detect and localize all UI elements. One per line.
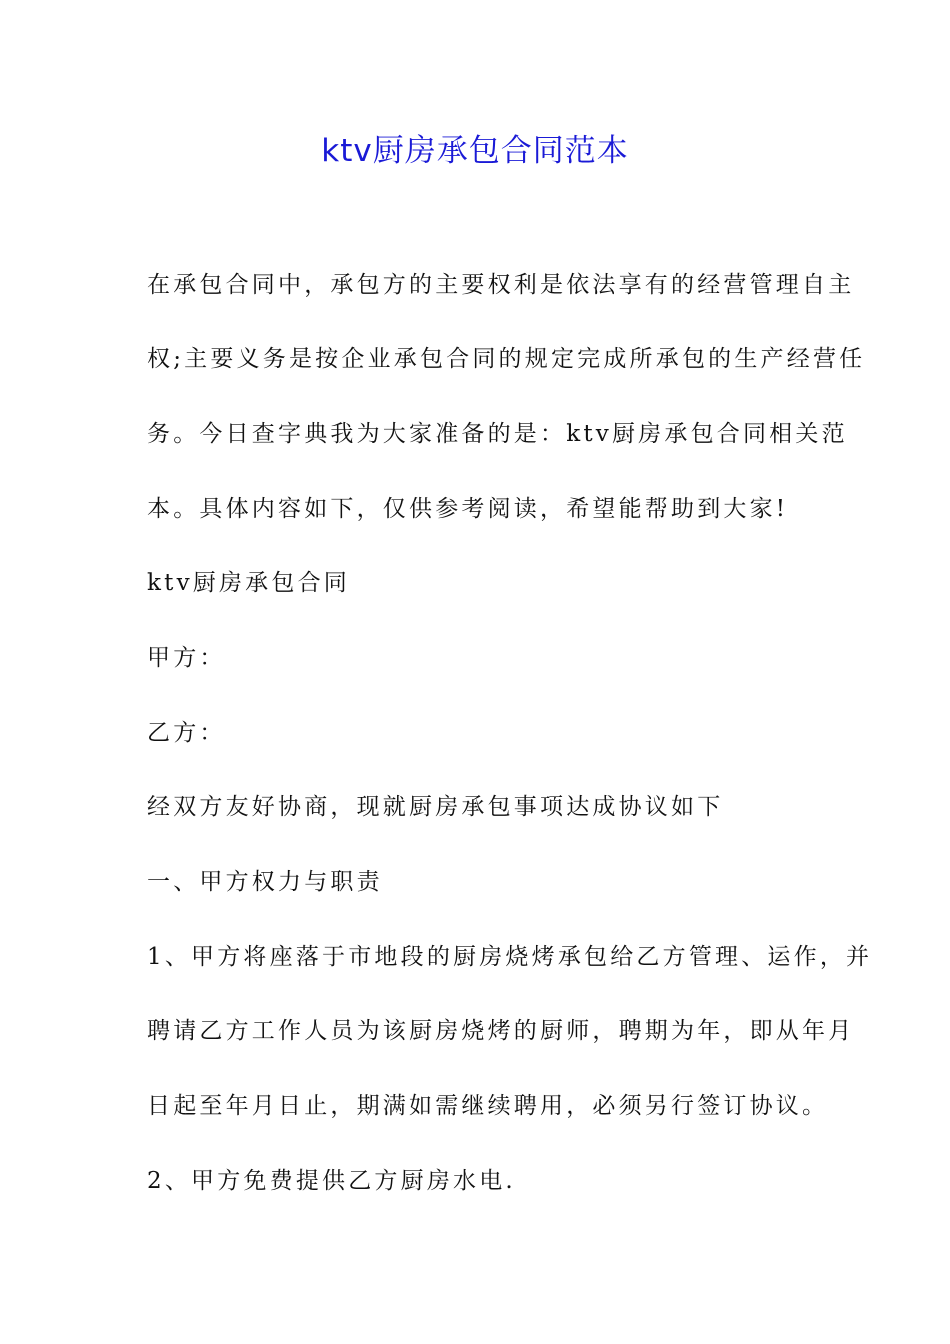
party-a-label: 甲方：: [147, 645, 226, 671]
contract-heading: ktv厨房承包合同: [147, 570, 350, 596]
agreement-intro: 经双方友好协商，现就厨房承包事项达成协议如下: [147, 794, 724, 820]
intro-line-2: 权;主要义务是按企业承包合同的规定完成所承包的生产经营任: [147, 346, 866, 372]
party-b-label: 乙方：: [147, 720, 226, 746]
intro-line-3: 务。今日查字典我为大家准备的是：ktv厨房承包合同相关范: [147, 421, 848, 447]
clause-1-line-2: 聘请乙方工作人员为该厨房烧烤的厨师，聘期为年，即从年月: [147, 1018, 855, 1044]
intro-line-1: 在承包合同中，承包方的主要权利是依法享有的经营管理自主: [147, 272, 855, 298]
section-1-heading: 一、甲方权力与职责: [147, 869, 383, 895]
clause-1-line-3: 日起至年月日止，期满如需继续聘用，必须另行签订协议。: [147, 1093, 829, 1119]
clause-1-line-1: 1、甲方将座落于市地段的厨房烧烤承包给乙方管理、运作，并: [147, 944, 873, 970]
document-title: ktv厨房承包合同范本: [321, 133, 629, 169]
intro-line-4: 本。具体内容如下，仅供参考阅读，希望能帮助到大家!: [147, 496, 789, 522]
clause-2-line-1: 2、甲方免费提供乙方厨房水电.: [147, 1168, 516, 1194]
